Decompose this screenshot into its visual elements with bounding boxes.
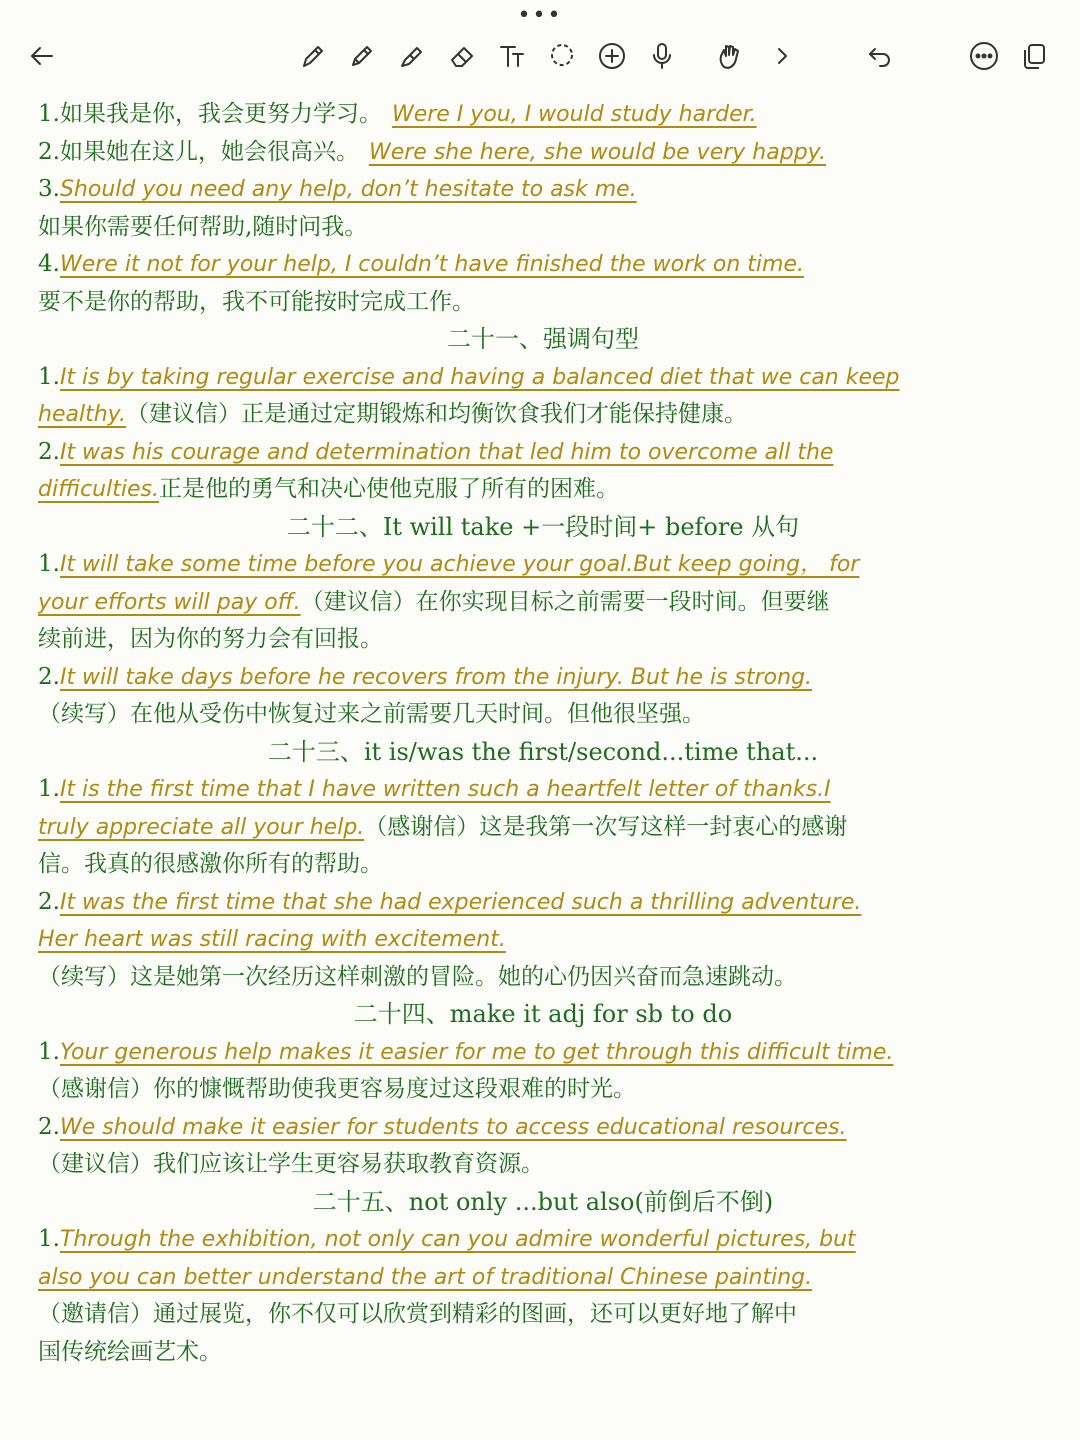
- note-line: [38, 959, 1048, 997]
- more-options-icon[interactable]: [964, 36, 1004, 76]
- chinese-text: （建议信）我们应该让学生更容易获取教育资源。: [38, 1151, 544, 1177]
- chinese-text: （续写）在他从受伤中恢复过来之前需要几天时间。但他很坚强。: [38, 701, 705, 727]
- chevron-right-icon[interactable]: [762, 36, 802, 76]
- chinese-text: 如果我是你，我会更努力学习。: [59, 101, 382, 127]
- note-line: [38, 396, 1048, 434]
- english-sentence: Your generous help makes it easier for me to get through this difficult time.: [59, 1039, 894, 1065]
- chinese-text: （续写）这是她第一次经历这样刺激的冒险。她的心仍因兴奋而急速跳动。: [38, 963, 797, 990]
- pages-icon[interactable]: [1014, 36, 1054, 76]
- english-sentence: Were I you, I would study harder.: [391, 102, 757, 127]
- note-line: [38, 1071, 1048, 1109]
- note-line: [38, 1259, 1048, 1297]
- english-sentence: Through the exhibition, not only can you admire wonderful pictures, but: [59, 1227, 856, 1252]
- english-sentence: truly appreciate all your help.: [38, 814, 365, 840]
- english-sentence: It was the first time that she had experienced such a thrilling adventure.: [59, 889, 862, 915]
- note-line: [38, 1034, 1048, 1072]
- english-sentence: also you can better understand the art of traditional Chinese painting.: [38, 1264, 813, 1290]
- add-shape-icon[interactable]: [592, 36, 632, 76]
- note-line: [38, 696, 1048, 734]
- english-sentence: your efforts will pay off.: [38, 589, 301, 615]
- microphone-icon[interactable]: [642, 36, 682, 76]
- note-line: [38, 209, 1048, 247]
- note-line: [38, 659, 1048, 697]
- item-number: 2.: [38, 663, 60, 690]
- more-dots[interactable]: •••: [517, 3, 563, 28]
- toolbar: [0, 28, 1080, 84]
- item-number: 4.: [38, 251, 60, 277]
- section-heading: 二十五、not only ...but also(前倒后不倒): [312, 1187, 774, 1216]
- english-sentence: It will take days before he recovers from the injury. But he is strong.: [59, 664, 813, 690]
- note-line: [38, 134, 1048, 172]
- chinese-text: （建议信）正是通过定期锻炼和均衡饮食我们才能保持健康。: [125, 401, 747, 427]
- note-line: [38, 359, 1048, 397]
- item-number: 1.: [38, 1226, 60, 1252]
- note-line: [38, 1221, 1048, 1259]
- item-number: 2.: [38, 888, 60, 915]
- english-sentence: It is by taking regular exercise and having a balanced diet that we can keep: [59, 364, 900, 390]
- note-line: [38, 846, 1048, 884]
- section-heading: 二十一、强调句型: [447, 325, 639, 353]
- note-line: [38, 1296, 1048, 1334]
- chinese-text: 正是他的勇气和决心使他克服了所有的困难。: [158, 476, 619, 502]
- note-line: [38, 584, 1048, 622]
- chinese-text: （建议信）在你实现目标之前需要一段时间。但要继: [300, 588, 830, 615]
- eraser-icon[interactable]: [442, 36, 482, 76]
- english-sentence: Were she here, she would be very happy.: [368, 139, 826, 165]
- item-number: 1.: [38, 1038, 60, 1065]
- english-sentence: Her heart was still racing with excitement.: [38, 927, 506, 952]
- note-line: [38, 621, 1048, 659]
- item-number: 1.: [38, 551, 60, 577]
- chinese-text: （感谢信）这是我第一次写这样一封衷心的感谢: [364, 813, 848, 840]
- chinese-text: 如果她在这儿，她会很高兴。: [59, 138, 359, 165]
- pencil-icon[interactable]: [342, 36, 382, 76]
- note-line: [38, 96, 1048, 134]
- note-line: [38, 546, 1048, 584]
- section-heading: 二十二、It will take +一段时间+ before 从句: [286, 512, 800, 541]
- note-line: [38, 809, 1048, 847]
- note-line: [38, 284, 1048, 322]
- item-number: 3.: [38, 176, 60, 202]
- english-sentence: healthy.: [38, 402, 126, 427]
- note-line: [38, 921, 1048, 959]
- item-number: 1.: [38, 101, 60, 127]
- english-sentence: difficulties.: [38, 477, 159, 502]
- note-line: [38, 171, 1048, 209]
- highlighter-icon[interactable]: [392, 36, 432, 76]
- english-sentence: It is the first time that I have written such a heartfelt letter of thanks.I: [59, 777, 831, 802]
- handwritten-notes: [38, 96, 1048, 1371]
- section-heading: 二十三、it is/was the first/second...time that...: [267, 737, 819, 766]
- item-number: 2.: [38, 438, 60, 465]
- note-line: [38, 434, 1048, 472]
- chinese-text: （感谢信）你的慷慨帮助使我更容易度过这段艰难的时光。: [38, 1076, 636, 1102]
- item-number: 2.: [38, 138, 60, 165]
- undo-icon[interactable]: [860, 36, 900, 76]
- item-number: 1.: [38, 363, 60, 390]
- note-line: [38, 1334, 1048, 1372]
- chinese-text: 续前进，因为你的努力会有回报。: [38, 626, 383, 652]
- back-arrow-icon[interactable]: [22, 36, 62, 76]
- note-line: [38, 1109, 1048, 1147]
- item-number: 1.: [38, 776, 60, 802]
- hand-draw-icon[interactable]: [710, 36, 750, 76]
- english-sentence: It will take some time before you achieve your goal.But keep going， for: [59, 552, 860, 577]
- note-line: [38, 246, 1048, 284]
- text-tool-icon[interactable]: [492, 36, 532, 76]
- section-heading: 二十四、make it adj for sb to do: [353, 1000, 733, 1028]
- english-sentence: Should you need any help, don’t hesitate to ask me.: [59, 177, 637, 202]
- lasso-icon[interactable]: [542, 36, 582, 76]
- chinese-text: 如果你需要任何帮助,随时问我。: [38, 213, 368, 240]
- english-sentence: Were it not for your help, I couldn’t have finished the work on time.: [59, 252, 804, 277]
- pen-icon[interactable]: [292, 36, 332, 76]
- english-sentence: We should make it easier for students to access educational resources.: [59, 1114, 847, 1140]
- english-sentence: It was his courage and determination that led him to overcome all the: [59, 439, 834, 465]
- note-line: [38, 1146, 1048, 1184]
- chinese-text: （邀请信）通过展览，你不仅可以欣赏到精彩的图画，还可以更好地了解中: [38, 1301, 797, 1327]
- note-line: [38, 471, 1048, 509]
- note-line: [38, 884, 1048, 922]
- chinese-text: 国传统绘画艺术。: [38, 1338, 222, 1365]
- item-number: 2.: [38, 1113, 60, 1140]
- chinese-text: 要不是你的帮助，我不可能按时完成工作。: [38, 288, 475, 315]
- chinese-text: 信。我真的很感激你所有的帮助。: [38, 851, 383, 877]
- note-line: [38, 771, 1048, 809]
